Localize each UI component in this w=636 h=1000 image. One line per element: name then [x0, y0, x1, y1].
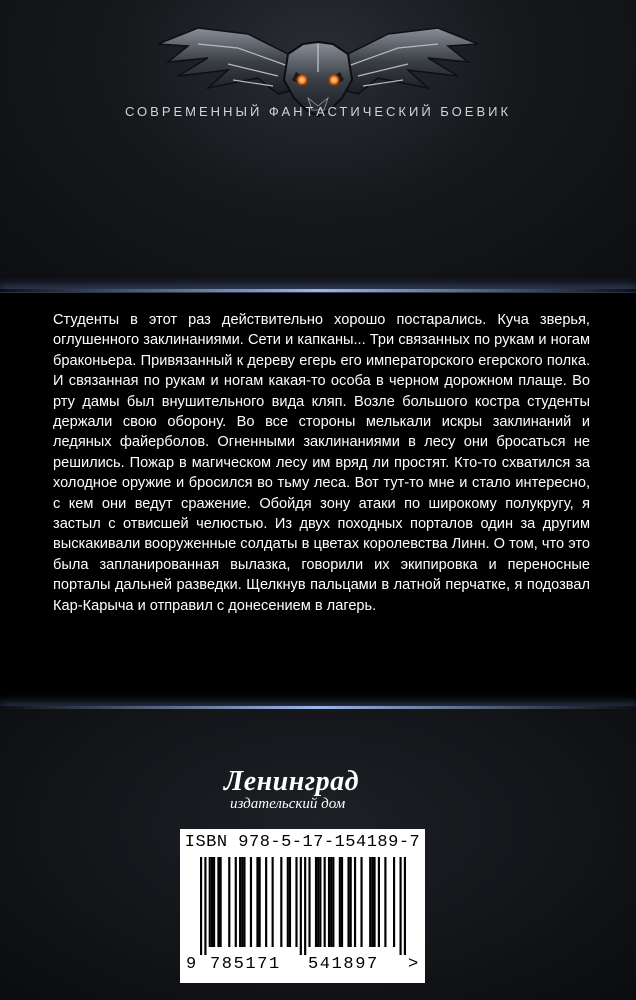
isbn-barcode — [180, 829, 425, 983]
blurb-text: Студенты в этот раз действительно хорошо постарались. Куча зверья, оглушенного заклинаниями. Сети и капканы... Три связанных по рукам и ногам браконьера. Привязанный к дереву егерь его императорского егерского полка. И связанная по рукам и ногам какая-то особа в черном дорожном плаще. Во рту дамы был внушительного вида кляп. Возле большого костра студенты держали свою оборону. Во все стороны мелькали искры заклинаний и ледяных файерболов. Огненными заклинаниями в лесу они бросаться не решились. Пожар в магическом лесу им вряд ли простят. Кто-то схватился за холодное оружие и бросился во тьму леса. Вот тут-то мне и стало интересно, с кем они ведут сражение. Обойдя зону атаки по широкому полукругу, я застыл с отвисшей челюстью. Из двух походных порталов один за другим выскакивали вооруженные солдаты в цветах королевства Линн. О том, что это была запланированная вылазка, говорили их экипировка и переносные порталы дальней разведки. Щелкнув пальцами в латной перчатке, я подозвал Кар-Карыча и отправил с донесением в лагерь. — [53, 312, 590, 614]
barcode-bar — [371, 857, 373, 947]
barcode-bar — [393, 857, 395, 947]
barcode-bar — [315, 857, 317, 947]
barcode-bar — [289, 857, 291, 947]
barcode-bars — [200, 857, 406, 955]
barcode-bar — [369, 857, 371, 947]
barcode-bar — [347, 857, 349, 947]
isbn-label: ISBN 978-5-17-154189-7 — [184, 833, 421, 852]
barcode-bar — [217, 857, 219, 947]
barcode-bar — [287, 857, 289, 947]
ean-left-group: 785171 — [210, 955, 281, 974]
barcode-bar — [373, 857, 375, 947]
barcode-bar — [204, 857, 206, 955]
barcode-bar — [378, 857, 380, 947]
barcode-bar — [330, 857, 332, 947]
barcode-bar — [341, 857, 343, 947]
barcode-bar — [300, 857, 302, 955]
barcode-bar — [265, 857, 267, 947]
barcode-bar — [384, 857, 386, 947]
barcode-bar — [319, 857, 321, 947]
ean-first-digit: 9 — [186, 955, 197, 974]
barcode-bar — [308, 857, 310, 947]
barcode-bar — [332, 857, 334, 947]
publisher-name: Ленинград — [224, 766, 360, 797]
barcode-bar — [211, 857, 213, 947]
barcode-bar — [295, 857, 297, 947]
barcode-bar — [328, 857, 330, 947]
barcode-bar — [360, 857, 362, 947]
barcode-bar — [250, 857, 252, 947]
series-title: СОВРЕМЕННЫЙ ФАНТАСТИЧЕСКИЙ БОЕВИК — [124, 104, 512, 119]
ean-right-group: 541897 — [308, 955, 379, 974]
glow-divider-top — [0, 289, 636, 292]
barcode-bar — [239, 857, 241, 947]
barcode-bar — [243, 857, 245, 947]
barcode-bar — [241, 857, 243, 947]
barcode-bar — [228, 857, 230, 947]
barcode-bar — [280, 857, 282, 947]
barcode-bar — [404, 857, 406, 955]
barcode-bar — [354, 857, 356, 947]
barcode-bar — [317, 857, 319, 947]
barcode-bar — [209, 857, 211, 947]
winged-mecha-skull-emblem-icon — [138, 14, 498, 154]
barcode-bar — [220, 857, 222, 947]
barcode-bar — [259, 857, 261, 947]
barcode-bar — [200, 857, 202, 955]
barcode-bar — [213, 857, 215, 947]
ean-arrow: > — [408, 955, 419, 974]
publisher-subtitle: издательский дом — [230, 796, 346, 812]
barcode-bar — [235, 857, 237, 947]
barcode-bar — [399, 857, 401, 955]
barcode-bar — [272, 857, 274, 947]
barcode-bar — [304, 857, 306, 955]
barcode-bar — [350, 857, 352, 947]
barcode-bar — [256, 857, 258, 947]
publisher-logo — [206, 766, 422, 818]
barcode-bar — [339, 857, 341, 947]
barcode-bar — [324, 857, 326, 947]
